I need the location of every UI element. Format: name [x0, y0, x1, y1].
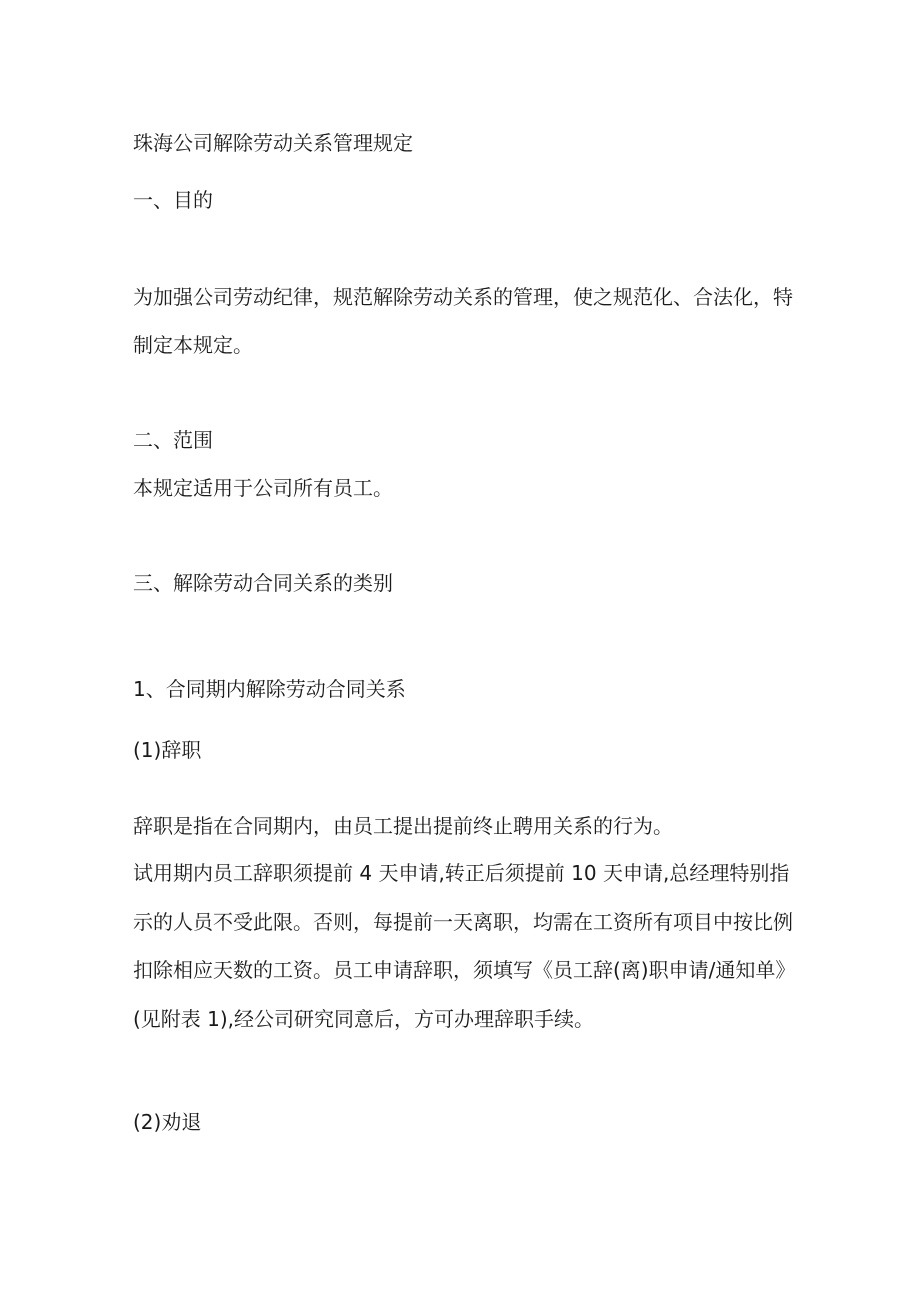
section-heading-scope: 二、范围 — [133, 428, 213, 452]
resignation-rule-line-3: 扣除相应天数的工资。员工申请辞职，须填写《员工辞(离)职申请/通知单》 — [133, 958, 796, 982]
item-heading-resignation: (1)辞职 — [133, 738, 202, 762]
section-heading-purpose: 一、目的 — [133, 188, 213, 212]
item-heading-dismissal-persuasion: (2)劝退 — [133, 1110, 202, 1134]
purpose-text-line-2: 制定本规定。 — [133, 333, 253, 357]
document-title: 珠海公司解除劳动关系管理规定 — [133, 131, 413, 155]
resignation-definition: 辞职是指在合同期内，由员工提出提前终止聘用关系的行为。 — [133, 814, 673, 838]
resignation-rule-line-4: (见附表 1),经公司研究同意后，方可办理辞职手续。 — [133, 1007, 595, 1031]
purpose-text-line-1: 为加强公司劳动纪律，规范解除劳动关系的管理，使之规范化、合法化，特 — [133, 285, 793, 309]
subsection-heading-in-contract: 1、合同期内解除劳动合同关系 — [133, 677, 406, 701]
scope-text: 本规定适用于公司所有员工。 — [133, 476, 393, 500]
section-heading-categories: 三、解除劳动合同关系的类别 — [133, 571, 393, 595]
resignation-rule-line-2: 示的人员不受此限。否则，每提前一天离职，均需在工资所有项目中按比例 — [133, 910, 793, 934]
resignation-rule-line-1: 试用期内员工辞职须提前 4 天申请,转正后须提前 10 天申请,总经理特别指 — [133, 861, 790, 885]
